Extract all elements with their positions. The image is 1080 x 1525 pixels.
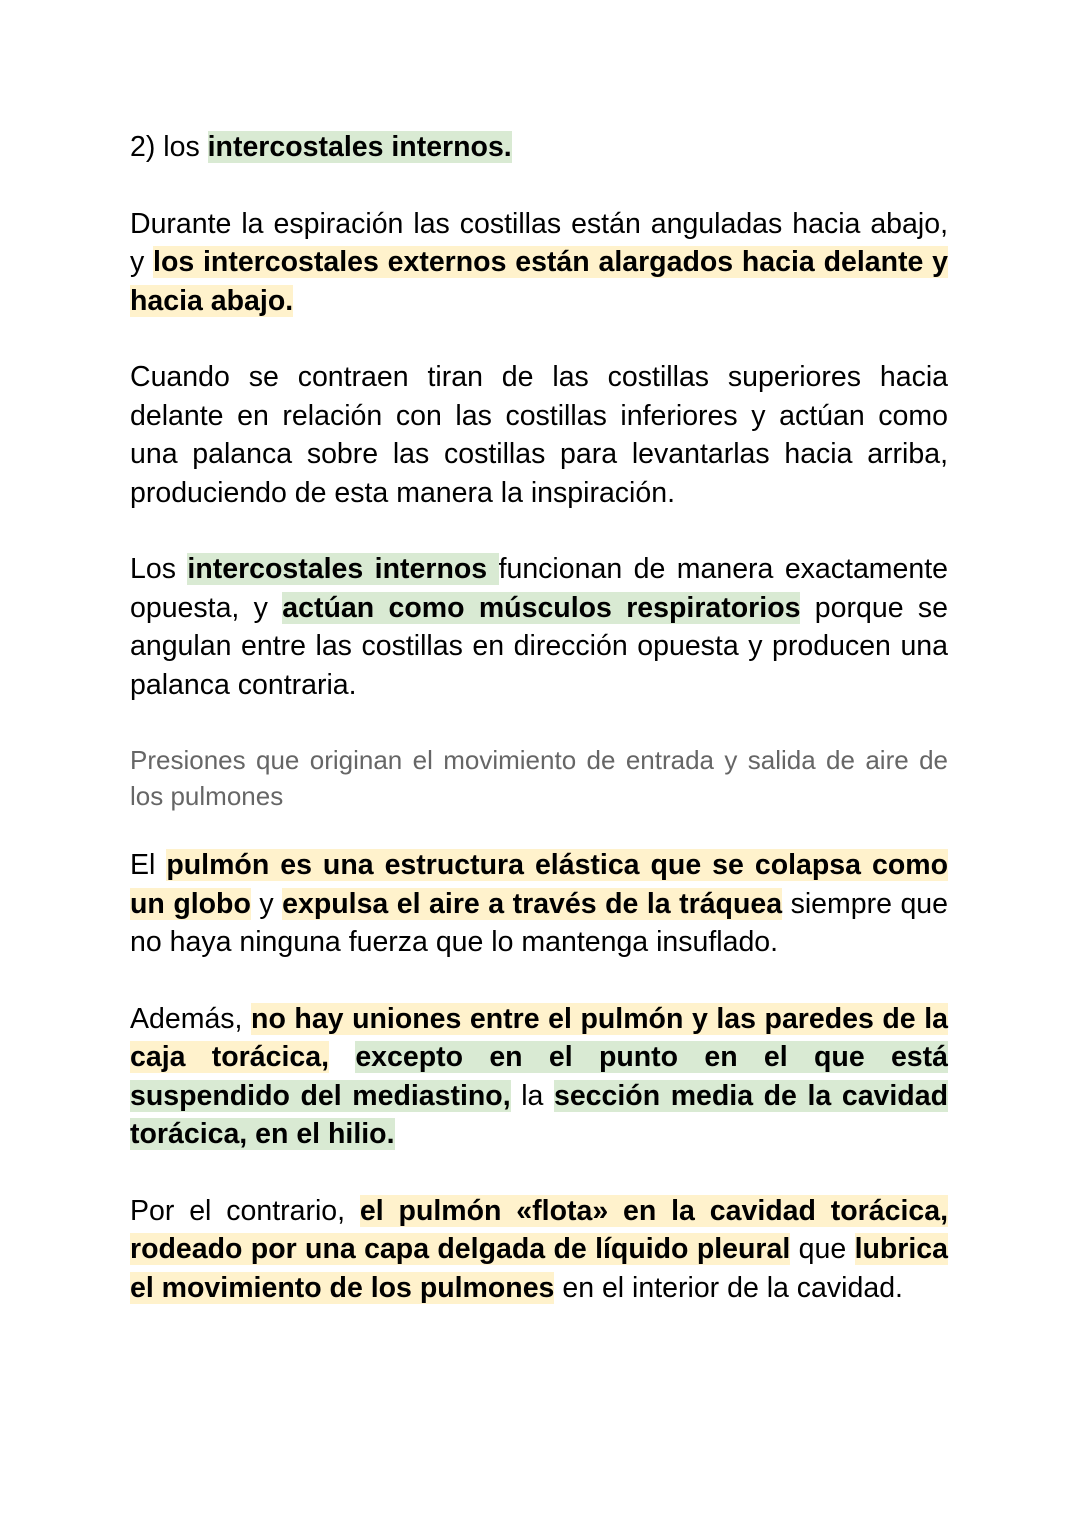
text-run: en el interior de la cavidad. xyxy=(554,1271,903,1304)
text-run: funcionan de manera exactamente opuesta, y xyxy=(130,553,949,624)
highlight-green: actúan como músculos respiratorios xyxy=(282,591,801,624)
highlight-yellow: pulmón es una estructura elástica que se colapsa como un globo xyxy=(130,849,949,920)
highlight-green: sección media de la cavidad torácica, en el hilio. xyxy=(130,1079,948,1150)
text-run: siempre que no haya ninguna fuerza que lo mantenga insuflado. xyxy=(130,887,948,958)
highlight-green: intercostales internos. xyxy=(207,131,512,163)
text-run: Además, xyxy=(130,1002,252,1035)
paragraph-contraccion xyxy=(130,358,948,512)
text-run: y xyxy=(250,887,283,920)
paragraph-intercostales-internos xyxy=(130,128,948,167)
paragraph-espiracion xyxy=(130,205,948,321)
text-run: Por el contrario, xyxy=(130,1194,360,1227)
paragraph-pulmon-flota xyxy=(130,1192,948,1308)
text-run: que xyxy=(790,1233,855,1265)
highlight-yellow: lubrica el movimiento de los pulmones xyxy=(130,1233,949,1304)
text-run: Los xyxy=(130,553,188,585)
highlight-yellow: expulsa el aire a través de la tráquea xyxy=(282,887,783,920)
text-run: Cuando se contraen tiran de las costillas superiores hacia delante en relación con las costillas inferiores y actúan como una palanca sobre las costillas para levantarlas hacia arriba, produciendo de esta manera la inspiración. xyxy=(130,361,948,509)
document-page xyxy=(130,128,948,1345)
text-run: 2) los xyxy=(130,131,208,163)
text-run: porque se angulan entre las costillas en dirección opuesta y producen una palanca contraria. xyxy=(130,591,948,701)
text-run: El xyxy=(130,849,167,881)
highlight-green: excepto en el punto en el que está suspendido del mediastino, xyxy=(130,1041,949,1112)
paragraph-uniones xyxy=(130,1000,948,1154)
highlight-yellow: no hay uniones entre el pulmón y las paredes de la caja torácica, xyxy=(130,1002,948,1073)
section-heading: Presiones que originan el movimiento de entrada y salida de aire de los pulmones xyxy=(130,745,948,811)
highlight-yellow: el pulmón «flota» en la cavidad torácica, rodeado por una capa delgada de líquido pleural xyxy=(130,1194,948,1265)
text-run: Durante la espiración las costillas están anguladas hacia abajo, y xyxy=(130,207,948,278)
highlight-green: intercostales internos xyxy=(187,553,499,585)
text-run: la xyxy=(510,1079,554,1112)
text-run xyxy=(329,1041,355,1073)
paragraph-intercostales-funcion xyxy=(130,550,948,704)
highlight-yellow: los intercostales externos están alargados hacia delante y hacia abajo. xyxy=(130,246,948,317)
paragraph-pulmon-elastico xyxy=(130,846,948,962)
